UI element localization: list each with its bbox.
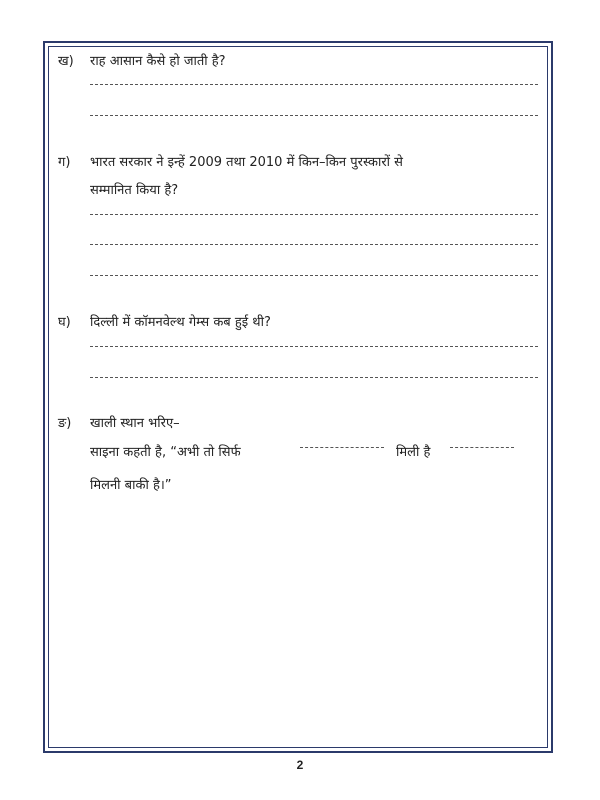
fill-blank-1[interactable] bbox=[300, 447, 384, 448]
answer-line[interactable] bbox=[90, 346, 538, 347]
question-label-gha: घ) bbox=[58, 315, 71, 330]
question-text-ga-line1: भारत सरकार ने इन्हें 2009 तथा 2010 में किन–किन पुरस्कारों से bbox=[90, 155, 403, 170]
question-label-kha: ख) bbox=[58, 54, 74, 69]
fill-text-part1: साइना कहती है, “अभी तो सिर्फ bbox=[90, 445, 241, 460]
page-border-inner bbox=[48, 46, 548, 748]
answer-line[interactable] bbox=[90, 84, 538, 85]
fill-blank-2[interactable] bbox=[450, 447, 514, 448]
answer-line[interactable] bbox=[90, 275, 538, 276]
answer-line[interactable] bbox=[90, 214, 538, 215]
answer-line[interactable] bbox=[90, 244, 538, 245]
question-text-gha: दिल्ली में कॉमनवेल्थ गेम्स कब हुई थी? bbox=[90, 315, 271, 330]
question-text-kha: राह आसान कैसे हो जाती है? bbox=[90, 54, 226, 69]
fill-text-part2: मिली है bbox=[396, 445, 431, 460]
fill-text-part3: मिलनी बाकी है।” bbox=[90, 478, 172, 493]
answer-line[interactable] bbox=[90, 115, 538, 116]
page-number: 2 bbox=[296, 758, 304, 772]
question-text-nga: खाली स्थान भरिए– bbox=[90, 416, 180, 431]
question-label-ga: ग) bbox=[58, 155, 71, 170]
question-label-nga: ङ) bbox=[58, 416, 72, 431]
answer-line[interactable] bbox=[90, 377, 538, 378]
question-text-ga-line2: सम्मानित किया है? bbox=[90, 183, 179, 198]
